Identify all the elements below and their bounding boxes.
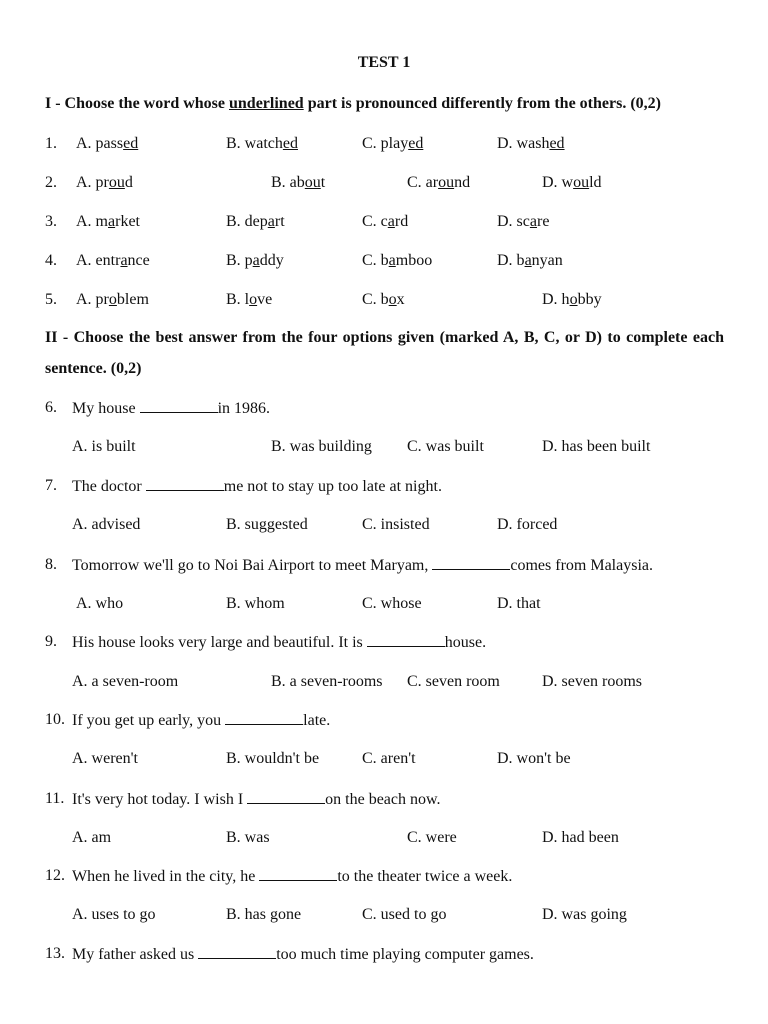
- answer-blank: [140, 398, 218, 413]
- answer-option: B. whom: [226, 595, 285, 612]
- section-2-heading: II - Choose the best answer from the four options given (marked A, B, C, or D) to complete each sentence. (0,2): [45, 329, 724, 377]
- answer-option: D. had been: [542, 829, 619, 846]
- answer-option: D. was going: [542, 906, 627, 923]
- question-number: 11.: [45, 790, 65, 807]
- answer-blank: [247, 789, 325, 804]
- question-text: When he lived in the city, he to the theater twice a week.: [72, 868, 513, 885]
- answer-blank: [225, 710, 303, 725]
- answer-option: B. watched: [226, 135, 298, 152]
- answer-option: C. used to go: [362, 906, 447, 923]
- answer-option: C. box: [362, 291, 405, 308]
- question-number: 1.: [45, 135, 57, 152]
- question-number: 13.: [45, 945, 65, 962]
- question-number: 10.: [45, 711, 65, 728]
- answer-option: D. hobby: [542, 291, 602, 308]
- answer-option: B. suggested: [226, 516, 308, 533]
- answer-option: B. a seven-rooms: [271, 673, 383, 690]
- question-number: 12.: [45, 867, 65, 884]
- question-number: 9.: [45, 633, 57, 650]
- answer-option: C. played: [362, 135, 424, 152]
- question-number: 5.: [45, 291, 57, 308]
- answer-option: D. banyan: [497, 252, 563, 269]
- answer-option: B. was: [226, 829, 270, 846]
- answer-option: A. market: [76, 213, 140, 230]
- answer-option: D. has been built: [542, 438, 651, 455]
- answer-option: B. wouldn't be: [226, 750, 320, 767]
- answer-blank: [146, 476, 224, 491]
- question-text: If you get up early, you late.: [72, 712, 331, 729]
- question-number: 8.: [45, 556, 57, 573]
- answer-option: C. insisted: [362, 516, 430, 533]
- answer-option: B. has gone: [226, 906, 302, 923]
- answer-option: A. weren't: [72, 750, 138, 767]
- question-text: Tomorrow we'll go to Noi Bai Airport to meet Maryam, comes from Malaysia.: [72, 557, 653, 574]
- question-text: It's very hot today. I wish I on the beach now.: [72, 791, 441, 808]
- question-number: 2.: [45, 174, 57, 191]
- answer-option: C. around: [407, 174, 471, 191]
- answer-option: A. a seven-room: [72, 673, 179, 690]
- question-number: 7.: [45, 477, 57, 494]
- answer-option: D. won't be: [497, 750, 571, 767]
- question-number: 4.: [45, 252, 57, 269]
- answer-option: A. is built: [72, 438, 136, 455]
- answer-blank: [198, 944, 276, 959]
- answer-option: C. was built: [407, 438, 484, 455]
- question-number: 3.: [45, 213, 57, 230]
- answer-option: D. seven rooms: [542, 673, 642, 690]
- question-text: My house in 1986.: [72, 400, 271, 417]
- page-title: TEST 1: [357, 54, 411, 71]
- question-text: The doctor me not to stay up too late at night.: [72, 478, 442, 495]
- answer-option: D. forced: [497, 516, 558, 533]
- answer-option: A. uses to go: [72, 906, 156, 923]
- answer-option: C. seven room: [407, 673, 500, 690]
- answer-option: C. bamboo: [362, 252, 433, 269]
- answer-option: C. aren't: [362, 750, 416, 767]
- answer-blank: [367, 632, 445, 647]
- answer-option: A. am: [72, 829, 112, 846]
- heading-underlined: underlined: [229, 95, 304, 112]
- answer-option: C. whose: [362, 595, 422, 612]
- question-text: His house looks very large and beautiful. It is house.: [72, 634, 487, 651]
- answer-option: A. passed: [76, 135, 139, 152]
- answer-option: A. who: [76, 595, 124, 612]
- answer-option: D. that: [497, 595, 541, 612]
- answer-option: C. card: [362, 213, 409, 230]
- answer-option: B. paddy: [226, 252, 284, 269]
- question-text: My father asked us too much time playing computer games.: [72, 946, 534, 963]
- heading-text: part is pronounced differently from the others. (0,2): [303, 95, 661, 112]
- answer-option: A. proud: [76, 174, 133, 191]
- answer-option: B. love: [226, 291, 273, 308]
- answer-option: D. washed: [497, 135, 565, 152]
- answer-option: A. entrance: [76, 252, 150, 269]
- answer-option: B. was building: [271, 438, 372, 455]
- answer-option: C. were: [407, 829, 457, 846]
- answer-blank: [259, 866, 337, 881]
- section-1-heading: [45, 94, 724, 114]
- answer-blank: [432, 555, 510, 570]
- answer-option: B. about: [271, 174, 326, 191]
- answer-option: A. problem: [76, 291, 149, 308]
- answer-option: D. would: [542, 174, 602, 191]
- answer-option: A. advised: [72, 516, 141, 533]
- answer-option: D. scare: [497, 213, 550, 230]
- answer-option: B. depart: [226, 213, 285, 230]
- heading-text: I - Choose the word whose: [45, 95, 229, 112]
- question-number: 6.: [45, 399, 57, 416]
